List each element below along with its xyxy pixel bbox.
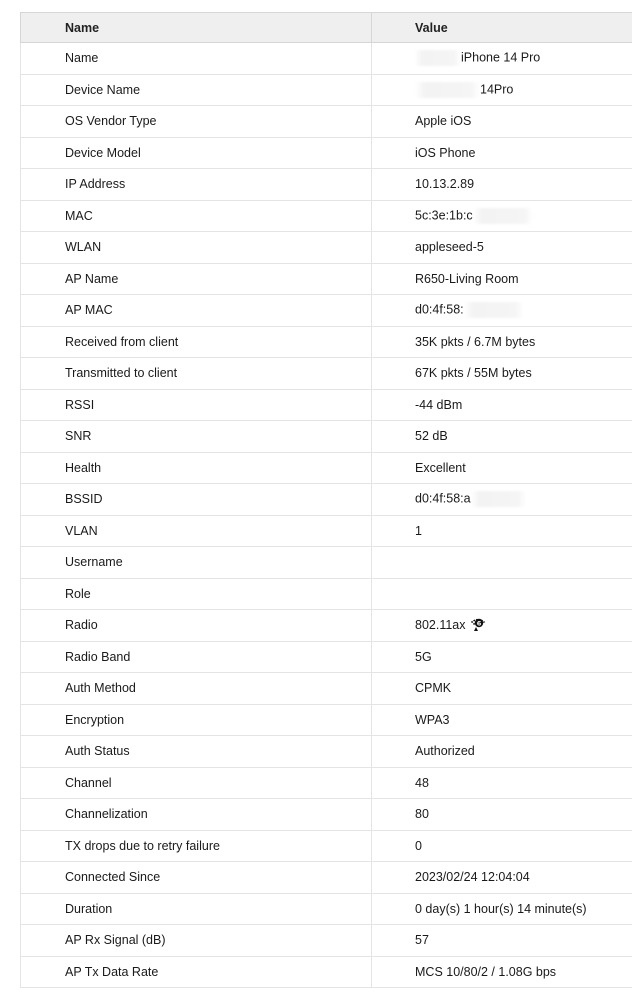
value-text: 14Pro [480,82,514,97]
table-row [21,358,632,390]
table-row [21,421,632,453]
row-label: AP Name [21,263,372,295]
table-row [21,43,632,75]
row-value: CPMK [372,673,632,705]
row-label: MAC [21,200,372,232]
table-row [21,484,632,516]
table-row [21,452,632,484]
row-value [372,295,632,327]
row-label: BSSID [21,484,372,516]
row-value: 5G [372,641,632,673]
row-value: Excellent [372,452,632,484]
row-value: -44 dBm [372,389,632,421]
value-text: iPhone 14 Pro [461,50,541,65]
table-row [21,641,632,673]
row-value [372,610,632,642]
row-label: TX drops due to retry failure [21,830,372,862]
row-label: Duration [21,893,372,925]
table-row [21,799,632,831]
table-row [21,74,632,106]
table-row [21,137,632,169]
table-row [21,862,632,894]
row-label: Device Model [21,137,372,169]
row-value [372,578,632,610]
row-value: 2023/02/24 12:04:04 [372,862,632,894]
row-label: Connected Since [21,862,372,894]
row-value: MCS 10/80/2 / 1.08G bps [372,956,632,988]
table-row [21,673,632,705]
table-row [21,767,632,799]
row-value: Apple iOS [372,106,632,138]
value-text: 802.11ax [415,617,466,632]
row-value: 67K pkts / 55M bytes [372,358,632,390]
value-text: d0:4f:58: [415,302,464,317]
row-value [372,74,632,106]
row-label: AP Rx Signal (dB) [21,925,372,957]
row-label: Channel [21,767,372,799]
table-row [21,106,632,138]
table-row [21,704,632,736]
row-value: 1 [372,515,632,547]
client-details-table [20,12,632,988]
row-value [372,484,632,516]
table-row [21,263,632,295]
row-label: RSSI [21,389,372,421]
table-row [21,515,632,547]
table-row [21,893,632,925]
row-value: R650-Living Room [372,263,632,295]
table-row [21,232,632,264]
table-row [21,578,632,610]
redacted-blur [415,82,480,98]
value-text: 5c:3e:1b:c [415,208,473,223]
row-value [372,200,632,232]
row-value: 35K pkts / 6.7M bytes [372,326,632,358]
row-label: Role [21,578,372,610]
row-value: 10.13.2.89 [372,169,632,201]
redacted-blur [415,50,461,66]
row-value: WPA3 [372,704,632,736]
row-value: appleseed-5 [372,232,632,264]
svg-text:6: 6 [476,619,481,628]
row-label: OS Vendor Type [21,106,372,138]
table-row [21,610,632,642]
redacted-blur [471,491,526,507]
row-value [372,547,632,579]
row-value: 57 [372,925,632,957]
client-details-panel [20,12,632,988]
row-value: 52 dB [372,421,632,453]
redacted-blur [464,302,524,318]
row-label: Radio [21,610,372,642]
table-row [21,830,632,862]
row-label: Device Name [21,74,372,106]
row-label: Auth Status [21,736,372,768]
wifi-6-icon [470,616,486,635]
value-text: d0:4f:58:a [415,491,471,506]
table-row [21,547,632,579]
table-row [21,736,632,768]
redacted-blur [473,208,533,224]
row-label: Radio Band [21,641,372,673]
row-label: Username [21,547,372,579]
row-value: 0 [372,830,632,862]
row-label: Channelization [21,799,372,831]
table-row [21,326,632,358]
row-label: Transmitted to client [21,358,372,390]
row-value: 0 day(s) 1 hour(s) 14 minute(s) [372,893,632,925]
row-label: SNR [21,421,372,453]
row-label: AP Tx Data Rate [21,956,372,988]
table-header-row [21,13,632,43]
row-label: Auth Method [21,673,372,705]
column-header-name[interactable]: Name [21,13,372,43]
row-label: WLAN [21,232,372,264]
row-label: IP Address [21,169,372,201]
table-row [21,200,632,232]
table-row [21,295,632,327]
column-header-value[interactable]: Value [372,13,632,43]
row-value: 80 [372,799,632,831]
row-label: VLAN [21,515,372,547]
table-row [21,389,632,421]
row-value: Authorized [372,736,632,768]
row-value [372,43,632,75]
row-value: 48 [372,767,632,799]
row-label: Received from client [21,326,372,358]
row-label: AP MAC [21,295,372,327]
table-row [21,956,632,988]
row-value: iOS Phone [372,137,632,169]
row-label: Health [21,452,372,484]
table-row [21,925,632,957]
table-row [21,169,632,201]
row-label: Encryption [21,704,372,736]
row-label: Name [21,43,372,75]
